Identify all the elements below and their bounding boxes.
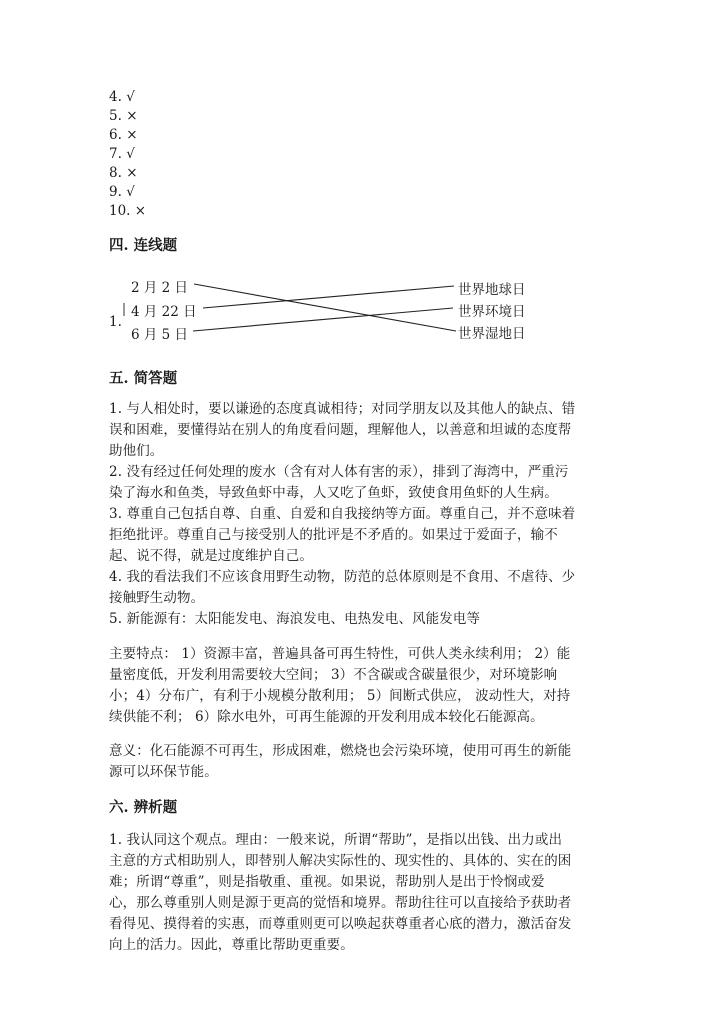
answer-number: 9. [109,184,122,200]
text-line: 3. 尊重自己包括自尊、自重、自爱和自我接纳等方面。尊重自己，并不意味着 [109,506,576,522]
features-line: 小；4）分布广，有利于小规模分散利用； 5）间断式供应， 波动性大，对持 [109,688,571,704]
text-line: 接触野生动物。 [109,590,205,606]
text-line: 1. 与人相处时，要以谦逊的态度真诚相待；对同学朋友以及其他人的缺点、错 [109,401,576,417]
answer-number: 4. [109,89,122,105]
match-line-3 [193,308,453,331]
text-line: 心，那么尊重别人则是源于更高的觉悟和境界。帮助往往可以直接给予获助者 [109,895,572,911]
right-item-wetland-day: 世界湿地日 [458,326,526,342]
features-line: 续供能不利； 6）除水电外，可再生能源的开发利用成本较化石能源高。 [109,709,544,725]
text-line: 助他们。 [109,443,164,459]
text-line: 看得见、摸得着的实惠，而尊重则更可以唤起获尊重者心底的潜力，激活奋发 [109,916,572,932]
left-item-feb-2: 2 月 2 日 [131,280,189,296]
matching-number: 1. [109,314,122,330]
right-item-earth-day: 世界地球日 [458,282,526,298]
text-line: 拒绝批评。尊重自己与接受别人的批评是不矛盾的。如果过于爱面子，输不 [109,527,558,543]
text-line: 染了海水和鱼类，导致鱼虾中毒，人又吃了鱼虾，致使食用鱼虾的人生病。 [109,485,558,501]
text-line: 难；所谓“尊重”，则是指敬重、重视。如果说，帮助别人是出于怜悯或爱 [109,874,545,890]
text-line: 1. 我认同这个观点。理由：一般来说，所谓“帮助”，是指以出钱、出力或出 [109,832,563,848]
meaning-line: 源可以环保节能。 [109,764,218,780]
meaning-line: 意义：化石能源不可再生，形成困难，燃烧也会污染环境，使用可再生的新能 [109,743,572,759]
answer-mark: × [126,127,138,143]
match-line-1 [194,284,456,331]
answer-mark: √ [126,184,135,200]
answer-mark: × [126,165,138,181]
match-line-2 [203,286,454,308]
section-title-analysis: 六. 辨析题 [109,799,178,816]
features-line: 主要特点： 1）资源丰富，普遍具备可再生特性，可供人类永续利用； 2）能 [109,646,571,662]
answer-number: 10. [109,203,131,219]
answer-mark: × [126,108,138,124]
left-item-jun-5: 6 月 5 日 [131,327,189,343]
text-line: 误和困难，要懂得站在别人的角度看问题，理解他人，以善意和坦诚的态度帮 [109,422,572,438]
answer-mark: √ [126,89,135,105]
section-title-short-answer: 五. 简答题 [109,370,178,387]
left-item-apr-22: 4 月 22 日 [131,304,197,320]
answer-mark: √ [126,146,135,162]
text-line: 4. 我的看法我们不应该食用野生动物，防范的总体原则是不食用、不虐待、少 [109,569,576,585]
answer-number: 6. [109,127,122,143]
text-line: 5. 新能源有：太阳能发电、海浪发电、电热发电、风能发电等 [109,611,481,627]
section-title-matching: 四. 连线题 [109,237,178,254]
answer-number: 8. [109,165,122,181]
right-item-environment-day: 世界环境日 [458,304,526,320]
text-line: 主意的方式相助别人，即替别人解决实际性的、现实性的、具体的、实在的困 [109,853,572,869]
answer-number: 7. [109,146,122,162]
answer-number: 5. [109,108,122,124]
features-line: 量密度低，开发利用需要较大空间； 3）不含碳或含碳量很少，对环境影响 [109,667,558,683]
text-line: 起、说不得，就是过度维护自己。 [109,548,313,564]
answer-mark: × [134,203,147,219]
text-line: 向上的活力。因此，尊重比帮助更重要。 [109,937,354,953]
text-line: 2. 没有经过任何处理的废水（含有对人体有害的汞），排到了海湾中，严重污 [109,464,569,480]
